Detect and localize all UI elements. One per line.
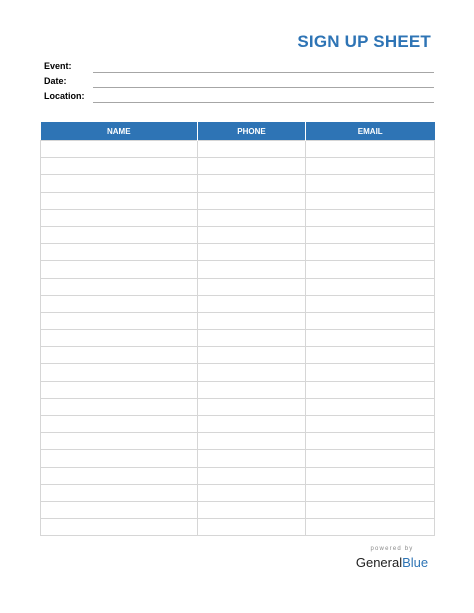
phone-cell[interactable] <box>198 278 306 295</box>
phone-cell[interactable] <box>198 261 306 278</box>
name-cell[interactable] <box>41 347 198 364</box>
name-cell[interactable] <box>41 450 198 467</box>
name-cell[interactable] <box>41 398 198 415</box>
email-cell[interactable] <box>306 381 435 398</box>
date-input-line[interactable] <box>93 87 434 88</box>
column-header-phone: PHONE <box>198 122 306 141</box>
table-row <box>41 433 435 450</box>
email-cell[interactable] <box>306 278 435 295</box>
brand-name-part1: General <box>355 555 403 570</box>
table-row <box>41 330 435 347</box>
email-cell[interactable] <box>306 501 435 518</box>
email-cell[interactable] <box>306 433 435 450</box>
table-row <box>41 175 435 192</box>
name-cell[interactable] <box>41 433 198 450</box>
email-cell[interactable] <box>306 347 435 364</box>
phone-cell[interactable] <box>198 484 306 501</box>
powered-by-text: powered by <box>370 546 414 552</box>
name-cell[interactable] <box>41 175 198 192</box>
table-row <box>41 312 435 329</box>
location-label: Location: <box>44 91 85 101</box>
table-row <box>41 141 435 158</box>
location-field[interactable] <box>44 91 434 105</box>
table-row <box>41 261 435 278</box>
column-header-name: NAME <box>41 122 198 141</box>
phone-cell[interactable] <box>198 364 306 381</box>
phone-cell[interactable] <box>198 347 306 364</box>
email-cell[interactable] <box>306 175 435 192</box>
date-label: Date: <box>44 76 67 86</box>
page-title: SIGN UP SHEET <box>297 32 431 51</box>
name-cell[interactable] <box>41 209 198 226</box>
table-row <box>41 192 435 209</box>
phone-cell[interactable] <box>198 433 306 450</box>
email-cell[interactable] <box>306 330 435 347</box>
event-field[interactable] <box>44 61 434 75</box>
email-cell[interactable] <box>306 398 435 415</box>
phone-cell[interactable] <box>198 141 306 158</box>
table-row <box>41 158 435 175</box>
table-row <box>41 467 435 484</box>
phone-cell[interactable] <box>198 312 306 329</box>
table-row <box>41 398 435 415</box>
email-cell[interactable] <box>306 519 435 536</box>
event-input-line[interactable] <box>93 72 434 73</box>
phone-cell[interactable] <box>198 416 306 433</box>
name-cell[interactable] <box>41 278 198 295</box>
table-row <box>41 416 435 433</box>
phone-cell[interactable] <box>198 295 306 312</box>
name-cell[interactable] <box>41 381 198 398</box>
phone-cell[interactable] <box>198 244 306 261</box>
table-row <box>41 295 435 312</box>
phone-cell[interactable] <box>198 398 306 415</box>
table-row <box>41 244 435 261</box>
table-row <box>41 450 435 467</box>
email-cell[interactable] <box>306 141 435 158</box>
email-cell[interactable] <box>306 484 435 501</box>
table-header-row <box>41 122 435 141</box>
phone-cell[interactable] <box>198 381 306 398</box>
table-row <box>41 381 435 398</box>
name-cell[interactable] <box>41 226 198 243</box>
phone-cell[interactable] <box>198 175 306 192</box>
email-cell[interactable] <box>306 364 435 381</box>
name-cell[interactable] <box>41 244 198 261</box>
phone-cell[interactable] <box>198 158 306 175</box>
brand-logo <box>356 555 428 570</box>
phone-cell[interactable] <box>198 209 306 226</box>
name-cell[interactable] <box>41 364 198 381</box>
name-cell[interactable] <box>41 501 198 518</box>
email-cell[interactable] <box>306 295 435 312</box>
name-cell[interactable] <box>41 192 198 209</box>
email-cell[interactable] <box>306 158 435 175</box>
column-header-email: EMAIL <box>306 122 435 141</box>
date-field[interactable] <box>44 76 434 90</box>
phone-cell[interactable] <box>198 192 306 209</box>
table-row <box>41 209 435 226</box>
email-cell[interactable] <box>306 312 435 329</box>
name-cell[interactable] <box>41 261 198 278</box>
phone-cell[interactable] <box>198 501 306 518</box>
name-cell[interactable] <box>41 416 198 433</box>
name-cell[interactable] <box>41 158 198 175</box>
table-row <box>41 484 435 501</box>
name-cell[interactable] <box>41 484 198 501</box>
email-cell[interactable] <box>306 192 435 209</box>
email-cell[interactable] <box>306 261 435 278</box>
name-cell[interactable] <box>41 467 198 484</box>
footer-branding <box>352 546 432 572</box>
table-row <box>41 364 435 381</box>
email-cell[interactable] <box>306 226 435 243</box>
table-row <box>41 226 435 243</box>
table-body <box>41 141 435 536</box>
table-row <box>41 278 435 295</box>
table-row <box>41 347 435 364</box>
location-input-line[interactable] <box>93 102 434 103</box>
name-cell[interactable] <box>41 519 198 536</box>
name-cell[interactable] <box>41 141 198 158</box>
email-cell[interactable] <box>306 209 435 226</box>
name-cell[interactable] <box>41 330 198 347</box>
email-cell[interactable] <box>306 467 435 484</box>
event-label: Event: <box>44 61 72 71</box>
table-row <box>41 501 435 518</box>
email-cell[interactable] <box>306 416 435 433</box>
email-cell[interactable] <box>306 450 435 467</box>
table-row <box>41 519 435 536</box>
email-cell[interactable] <box>306 244 435 261</box>
signup-table <box>40 122 435 536</box>
phone-cell[interactable] <box>198 467 306 484</box>
brand-name-part2: Blue <box>402 555 429 570</box>
name-cell[interactable] <box>41 312 198 329</box>
phone-cell[interactable] <box>198 450 306 467</box>
phone-cell[interactable] <box>198 226 306 243</box>
name-cell[interactable] <box>41 295 198 312</box>
phone-cell[interactable] <box>198 330 306 347</box>
phone-cell[interactable] <box>198 519 306 536</box>
